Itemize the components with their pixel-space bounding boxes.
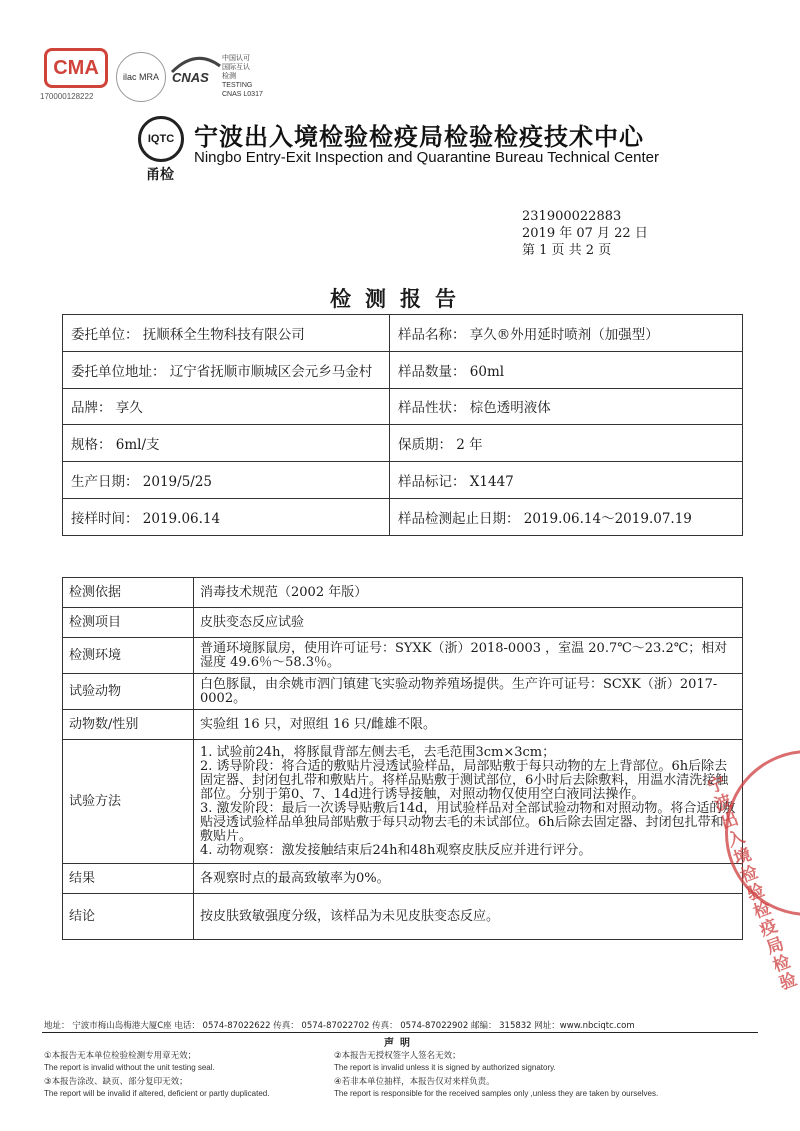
test-value: 白色豚鼠，由余姚市泗门镇建飞实验动物养殖场提供。生产许可证号：SCXK（浙）2017-0002。 [194,674,743,710]
test-value: 普通环境豚鼠房，使用许可证号：SYXK（浙）2018-0003 ，室温 20.7℃～23.2℃；相对湿度 49.6％～58.3％。 [194,638,743,674]
statement-cn: ②本报告无授权签字人签名无效； [334,1051,461,1061]
info-cell: 委托单位： 抚顺秝全生物科技有限公司 [63,315,390,352]
report-meta [522,208,648,259]
test-value: 消毒技术规范（2002 年版） [194,578,743,608]
statement-en: The report is responsible for the received samples only ,unless they are taken by ourselves. [334,1089,659,1098]
seal-subtitle: 甬检 [146,167,174,183]
report-page: 第 1 页 共 2 页 [522,243,612,258]
table-row [63,315,743,352]
info-cell: 样品性状： 棕色透明液体 [390,388,743,425]
test-value: 各观察时点的最高致敏率为0%。 [194,864,743,894]
organization-name-cn: 宁波出入境检验检疫局检验检疫技术中心 [194,123,644,151]
statement-item [44,1051,374,1073]
cma-number: 170000128222 [40,92,94,101]
info-cell: 样品检测起止日期： 2019.06.14～2019.07.19 [390,498,743,535]
table-row [63,864,743,894]
report-date: 2019 年 07 月 22 日 [522,226,648,241]
report-title: 检测报告 [330,287,470,311]
statement-item [334,1077,754,1099]
cnas-side-line: TESTING [222,82,253,89]
info-cell: 保质期： 2 年 [390,425,743,462]
statement-title: 声明 [384,1038,416,1049]
test-details-table [62,577,743,940]
table-row [63,462,743,499]
seal-circle: IQTC [138,116,184,162]
test-value: 皮肤变态反应试验 [194,608,743,638]
method-step: 1. 试验前24h，将豚鼠背部左侧去毛，去毛范围3cm×3cm； [200,744,556,760]
footer-address: 地址： 宁波市梅山岛梅港大厦C座 电话： 0574-87022622 传真： 0574-87022702 传真： 0574-87022902 邮编： 315832 网址：www.nbciqtc.com [44,1021,635,1031]
statement-en: The report will be invalid if altered, deficient or partly duplicated. [44,1089,270,1098]
cnas-side-line: CNAS L0317 [222,91,263,98]
table-row [63,608,743,638]
cnas-side-line: 国际互认 [222,64,250,71]
test-label: 试验方法 [63,740,194,864]
info-cell: 接样时间： 2019.06.14 [63,498,390,535]
info-cell: 委托单位地址： 辽宁省抚顺市顺城区会元乡马金村 [63,351,390,388]
statement-item [334,1051,664,1073]
test-label: 检测依据 [63,578,194,608]
statement-item [44,1077,374,1099]
stamp-text: 宁波出入境检验检疫局检验 [701,773,799,995]
test-label: 检测环境 [63,638,194,674]
test-label: 结论 [63,894,194,940]
ilac-mra-logo: ilac MRA [116,52,166,102]
table-row [63,425,743,462]
info-cell: 样品标记： X1447 [390,462,743,499]
table-row [63,740,743,864]
cma-mark: CMA [44,48,108,88]
cnas-side-text [222,54,263,99]
info-cell: 样品数量： 60ml [390,351,743,388]
table-row [63,498,743,535]
table-row [63,388,743,425]
statement-en: The report is invalid without the unit testing seal. [44,1063,215,1072]
organization-name-en: Ningbo Entry-Exit Inspection and Quarantine Bureau Technical Center [194,149,659,166]
table-row [63,894,743,940]
test-label: 试验动物 [63,674,194,710]
cnas-side-line: 检测 [222,73,236,80]
table-row [63,638,743,674]
table-row [63,710,743,740]
info-cell: 样品名称： 享久®外用延时喷剂（加强型） [390,315,743,352]
method-step: 4. 动物观察：激发接触结束后24h和48h观察皮肤反应并进行评分。 [200,842,592,858]
test-value: 按皮肤致敏强度分级，该样品为未见皮肤变态反应。 [194,894,743,940]
test-label: 动物数/性别 [63,710,194,740]
info-cell: 生产日期： 2019/5/25 [63,462,390,499]
test-label: 检测项目 [63,608,194,638]
cnas-logo [168,52,228,92]
test-value: 实验组 16 只，对照组 16 只/雌雄不限。 [194,710,743,740]
method-step: 3. 激发阶段：最后一次诱导贴敷后14d，用试验样品对全部试验动物和对照动物。将合适的敷贴浸透试验样品单独局部贴敷于每只动物去毛的未试部位。6h后除去固定器、封闭包扎带和敷贴片。 [200,800,736,844]
table-row [63,674,743,710]
cma-logo [40,48,110,101]
table-row [63,351,743,388]
statement-en: The report is invalid unless it is signed by authorized signatory. [334,1063,556,1072]
statement-cn: ①本报告无本单位检验检测专用章无效； [44,1051,197,1061]
sample-info-table [62,314,743,536]
method-step: 2. 诱导阶段：将合适的敷贴片浸透试验样品，局部贴敷于每只动物的左上背部位。6h后除去固定器、封闭包扎带和敷贴片。将样品贴敷于测试部位，6小时后去除敷料，用温水清洗接触部位。分别于第0、7、14d进行诱导接触，对照动物仅使用空白液同法操作。 [200,758,729,802]
info-cell: 品牌： 享久 [63,388,390,425]
test-method-cell [194,740,743,864]
iqtc-seal [130,116,190,183]
statement-cn: ③本报告涂改、缺页、部分复印无效； [44,1077,188,1087]
table-row [63,578,743,608]
info-cell: 规格： 6ml/支 [63,425,390,462]
report-number: 231900022883 [522,209,622,224]
test-label: 结果 [63,864,194,894]
cnas-side-line: 中国认可 [222,55,250,62]
cnas-text: CNAS [172,70,209,85]
footer-divider [42,1032,758,1033]
statement-cn: ④若非本单位抽样，本报告仅对来样负责。 [334,1077,495,1087]
